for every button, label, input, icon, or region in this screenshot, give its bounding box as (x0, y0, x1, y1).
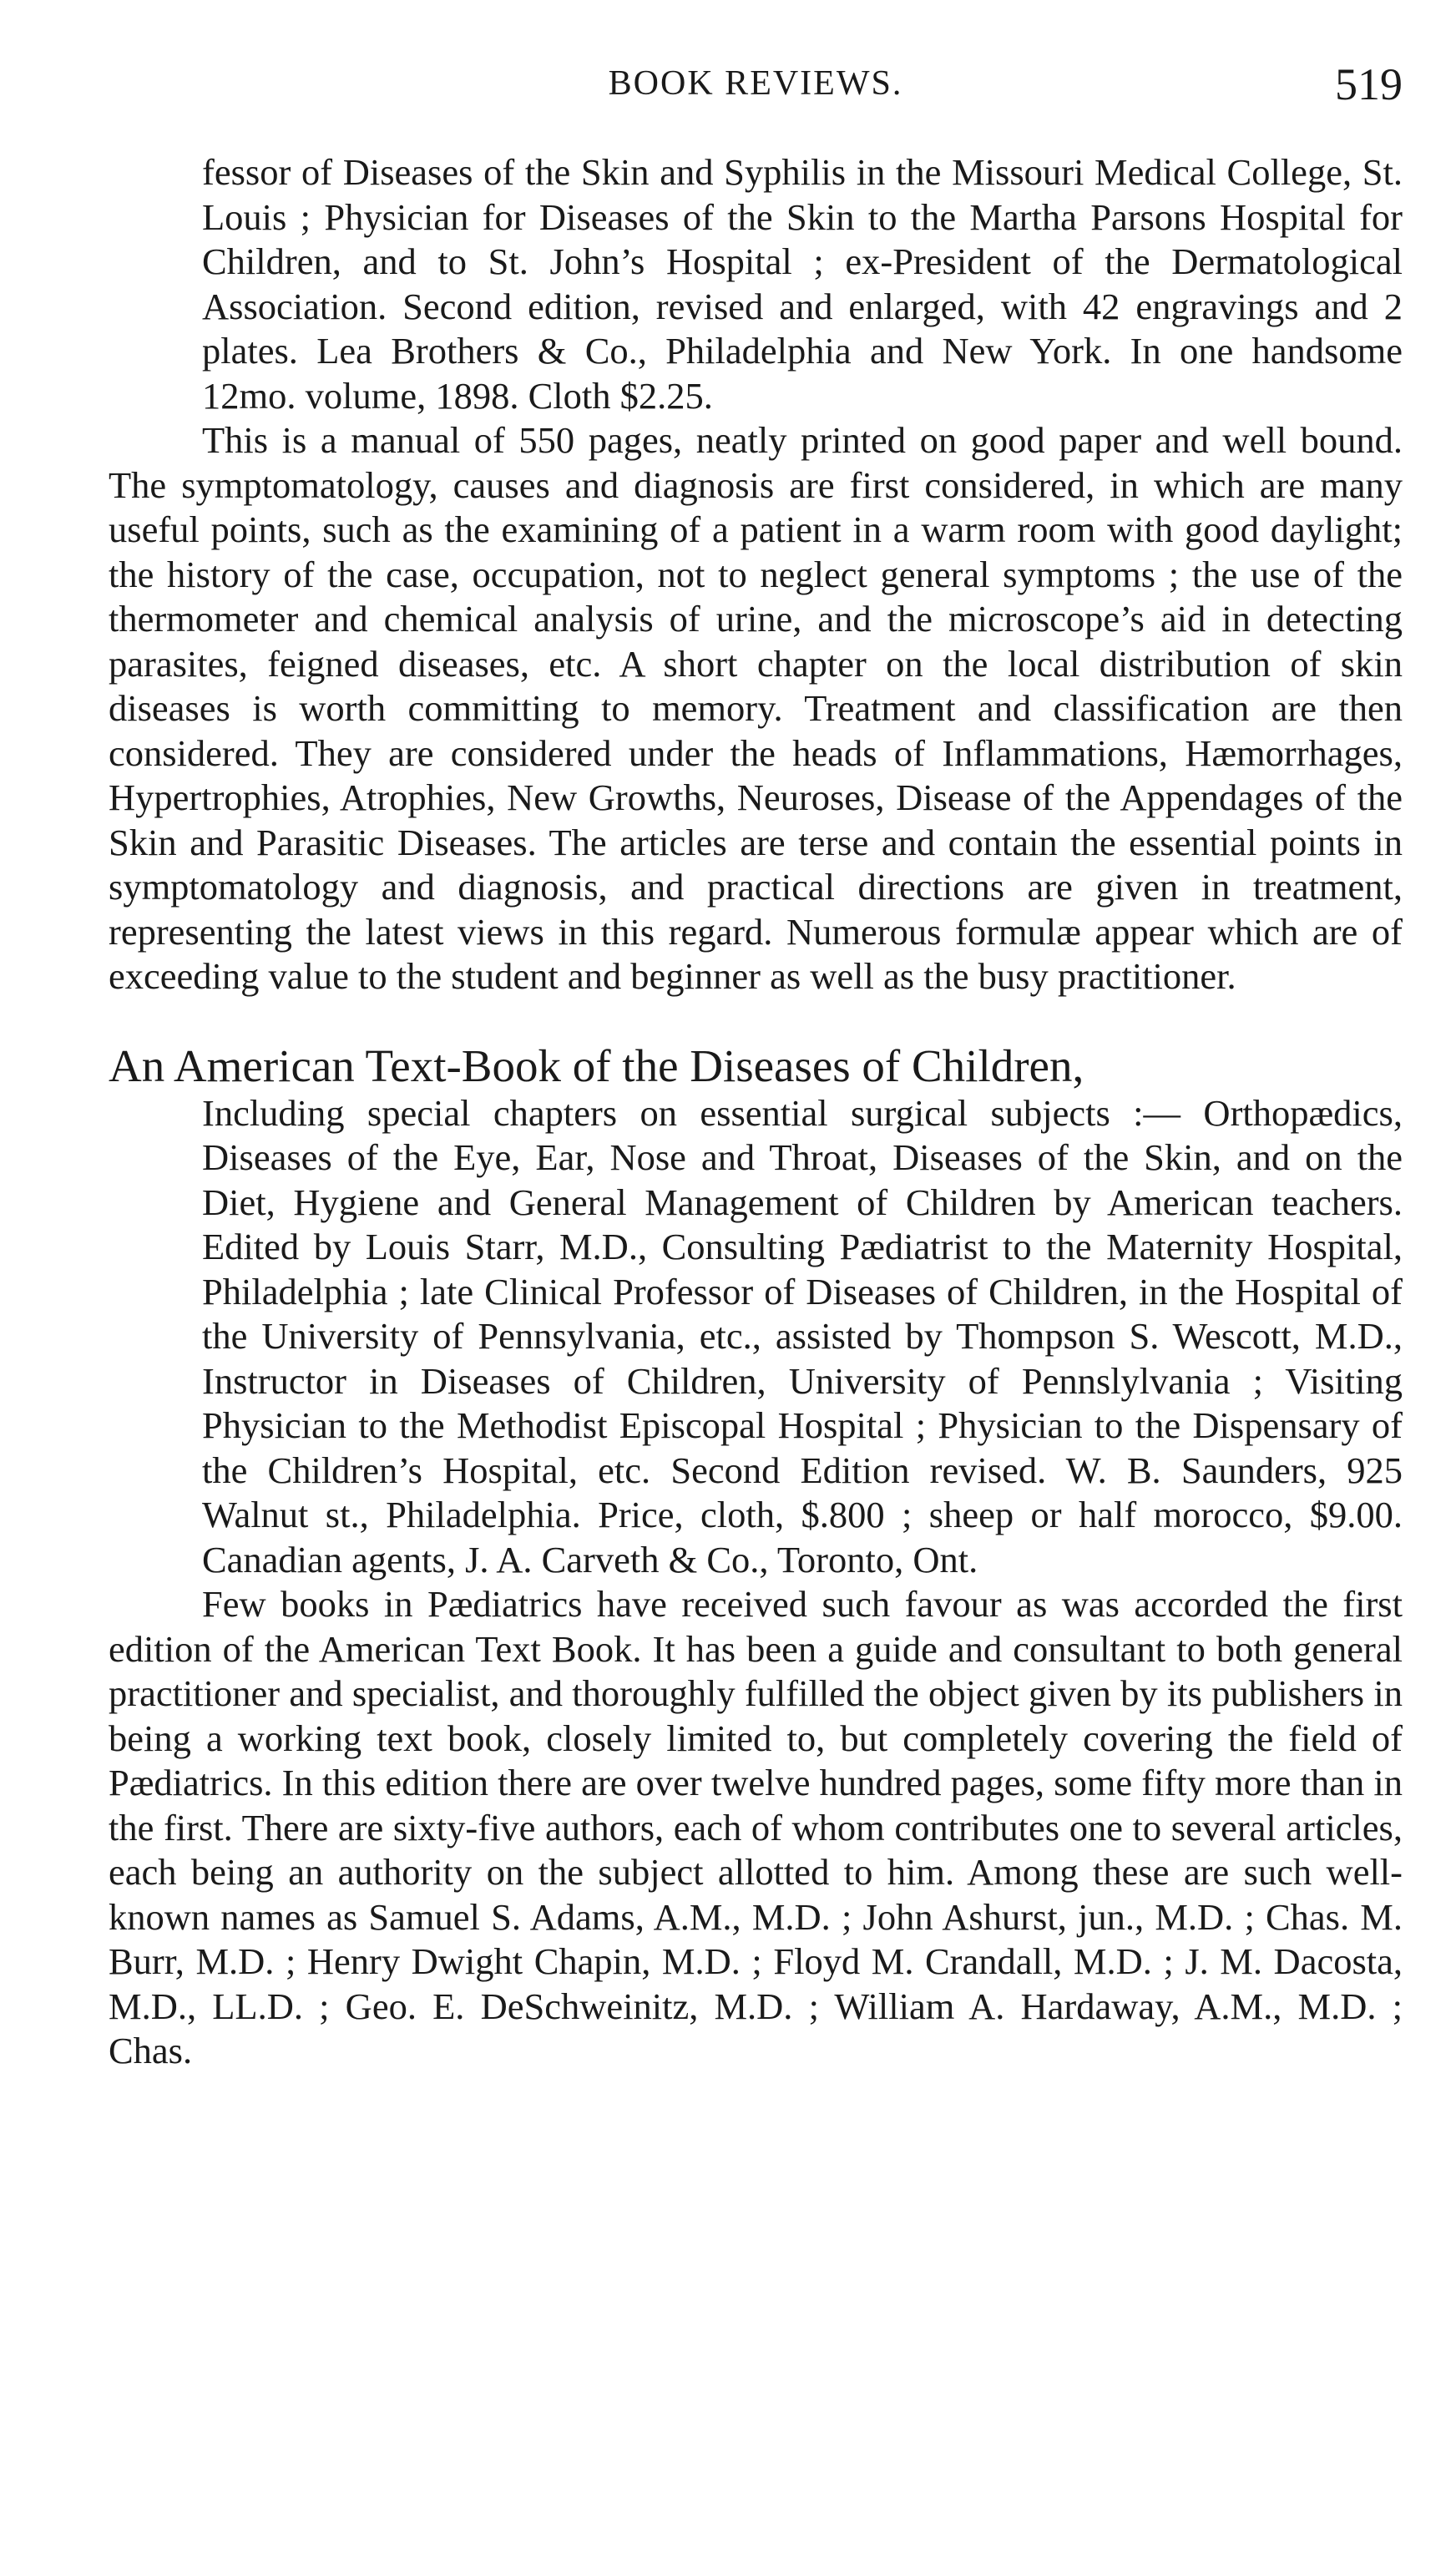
review-body-skin-diseases: This is a manual of 550 pages, neatly printed on good paper and well bound. The symptomatology, causes and diagnosis are first considered, in which are many useful points, such as the examining of a patient in a warm room with good daylight; the history of the case, occupation, not to neglect general symptoms ; the use of the thermometer and chemical analysis of urine, and the microscope’s aid in detecting parasites, feigned diseases, etc. A short chapter on the local distribution of skin diseases is worth committing to memory. Treatment and classification are then considered. They are considered under the heads of Inflammations, Hæmorrhages, Hypertrophies, Atrophies, New Growths, Neuroses, Disease of the Appendages of the Skin and Parasitic Diseases. The articles are terse and contain the essential points in symptomatology and diagnosis, and practical directions are given in treatment, representing the latest views in this regard. Numerous formulæ appear which are of exceeding value to the student and beginner as well as the busy practitioner. (109, 419, 1403, 997)
review-body-children: Few books in Pædiatrics have received such favour as was accorded the first edition of the American Text Book. It has been a guide and consultant to both general practitioner and specialist, and thoroughly fulfilled the object given by its publishers in being a working text book, closely limited to, but completely covering the field of Pædiatrics. In this edition there are over twelve hundred pages, some fifty more than in the first. There are sixty-five authors, each of whom contributes one to several articles, each being an authority on the subject allotted to him. Among these are such well-known names as Samuel S. Adams, A.M., M.D. ; John Ashurst, jun., M.D. ; Chas. M. Burr, M.D. ; Henry Dwight Chapin, M.D. ; Floyd M. Crandall, M.D. ; J. M. Dacosta, M.D., LL.D. ; Geo. E. DeSchweinitz, M.D. ; William A. Hardaway, A.M., M.D. ; Chas. (109, 1583, 1403, 2071)
review-bibliography-continued: fessor of Diseases of the Skin and Syphilis in the Missouri Medical College, St. Louis ; Physician for Diseases of the Skin to the Martha Parsons Hospital for Children, and to St. John’s Hospital ; ex-President of the Dermatological Association. Second edition, revised and enlarged, with 42 engravings and 2 plates. Lea Brothers & Co., Philadelphia and New York. In one handsome 12mo. volume, 1898. Cloth $2.25. (202, 151, 1403, 417)
page-number: 519 (1335, 59, 1403, 109)
review-bibliography-children: Including special chapters on essential surgical subjects :— Orthopædics, Diseases of the Eye, Ear, Nose and Throat, Diseases of the Skin, and on the Diet, Hygiene and General Management of Children by American teachers. Edited by Louis Starr, M.D., Consulting Pædiatrist to the Maternity Hospital, Philadelphia ; late Clinical Professor of Diseases of Children, in the Hospital of the University of Pennsylvania, etc., assisted by Thompson S. Wescott, M.D., Instructor in Diseases of Children, University of Pennslylvania ; Visiting Physician to the Methodist Episcopal Hospital ; Physician to the Dispensary of the Children’s Hospital, etc. Second Edition revised. W. B. Saunders, 925 Walnut st., Philadelphia. Price, cloth, $.800 ; sheep or half morocco, $9.00. Canadian agents, J. A. Carveth & Co., Toronto, Ont. (202, 1091, 1403, 1580)
running-head: BOOK REVIEWS. (608, 64, 903, 103)
page-header (109, 58, 1403, 117)
page-body (109, 150, 1403, 2074)
review-title-diseases-of-children: An American Text-Book of the Diseases of Children, (109, 1039, 1084, 1091)
